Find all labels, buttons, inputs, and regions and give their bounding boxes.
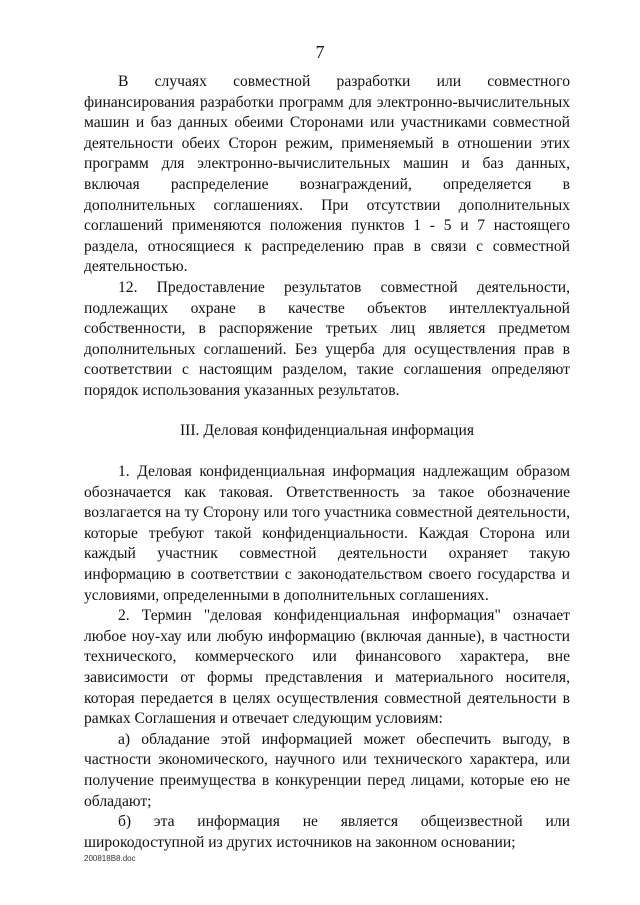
paragraph-2-term-definition: 2. Термин "деловая конфиденциальная информация" означает любое ноу-хау или любую информацию (включая данные), в частности технического, коммерческого или финансового характера, вне зависимости от формы представления и материального носителя, которая передается в целях осуществления совместной деятельности в рамках Соглашения и отвечает следующим условиям: bbox=[84, 607, 570, 728]
paragraph-12-third-parties: 12. Предоставление результатов совместной деятельности, подлежащих охране в качестве объектов интеллектуальной собственности, в распоряжение третьих лиц является предметом дополнительных соглашений. Без ущерба для осуществления прав в соответствии с настоящим разделом, такие соглашения определяют порядок использования указанных результатов. bbox=[84, 278, 570, 399]
paragraph-1-confidential-info: 1. Деловая конфиденциальная информация надлежащим образом обозначается как таковая. Ответственность за такое обозначение возлагается на ту Сторону или того участника совместной деятельности, которые требуют такой конфиденциальности. Каждая Сторона или каждый участник совместной деятельности охраняет такую информацию в соответствии с законодательством своего государства и условиями, определенными в дополнительных соглашениях. bbox=[84, 463, 570, 604]
paragraph-condition-b: б) эта информация не является общеизвестной или широкодоступной из других источников на законном основании; bbox=[84, 813, 570, 851]
paragraph-joint-development: В случаях совместной разработки или совместного финансирования разработки программ для электронно-вычислительных машин и баз данных обеими Сторонами или участниками совместной деятельности обеих Сторон режим, применяемый в отношении этих программ для электронно-вычислительных машин и баз данных, включая распределение вознаграждений, определяется в дополнительных соглашениях. При отсутствии дополнительных соглашений применяются положения пунктов 1 - 5 и 7 настоящего раздела, относящиеся к распределению прав в связи с совместной деятельностью. bbox=[84, 73, 570, 276]
document-body bbox=[84, 72, 570, 853]
section-heading: III. Деловая конфиденциальная информация bbox=[179, 421, 475, 439]
page-number: 7 bbox=[315, 42, 325, 62]
paragraph-condition-a: а) обладание этой информацией может обеспечить выгоду, в частности экономического, научного или технического характера, или получение преимущества в конкуренции перед лицами, которые ею не обладают; bbox=[84, 730, 570, 810]
footer-filename: 200818B8.doc bbox=[84, 854, 136, 863]
